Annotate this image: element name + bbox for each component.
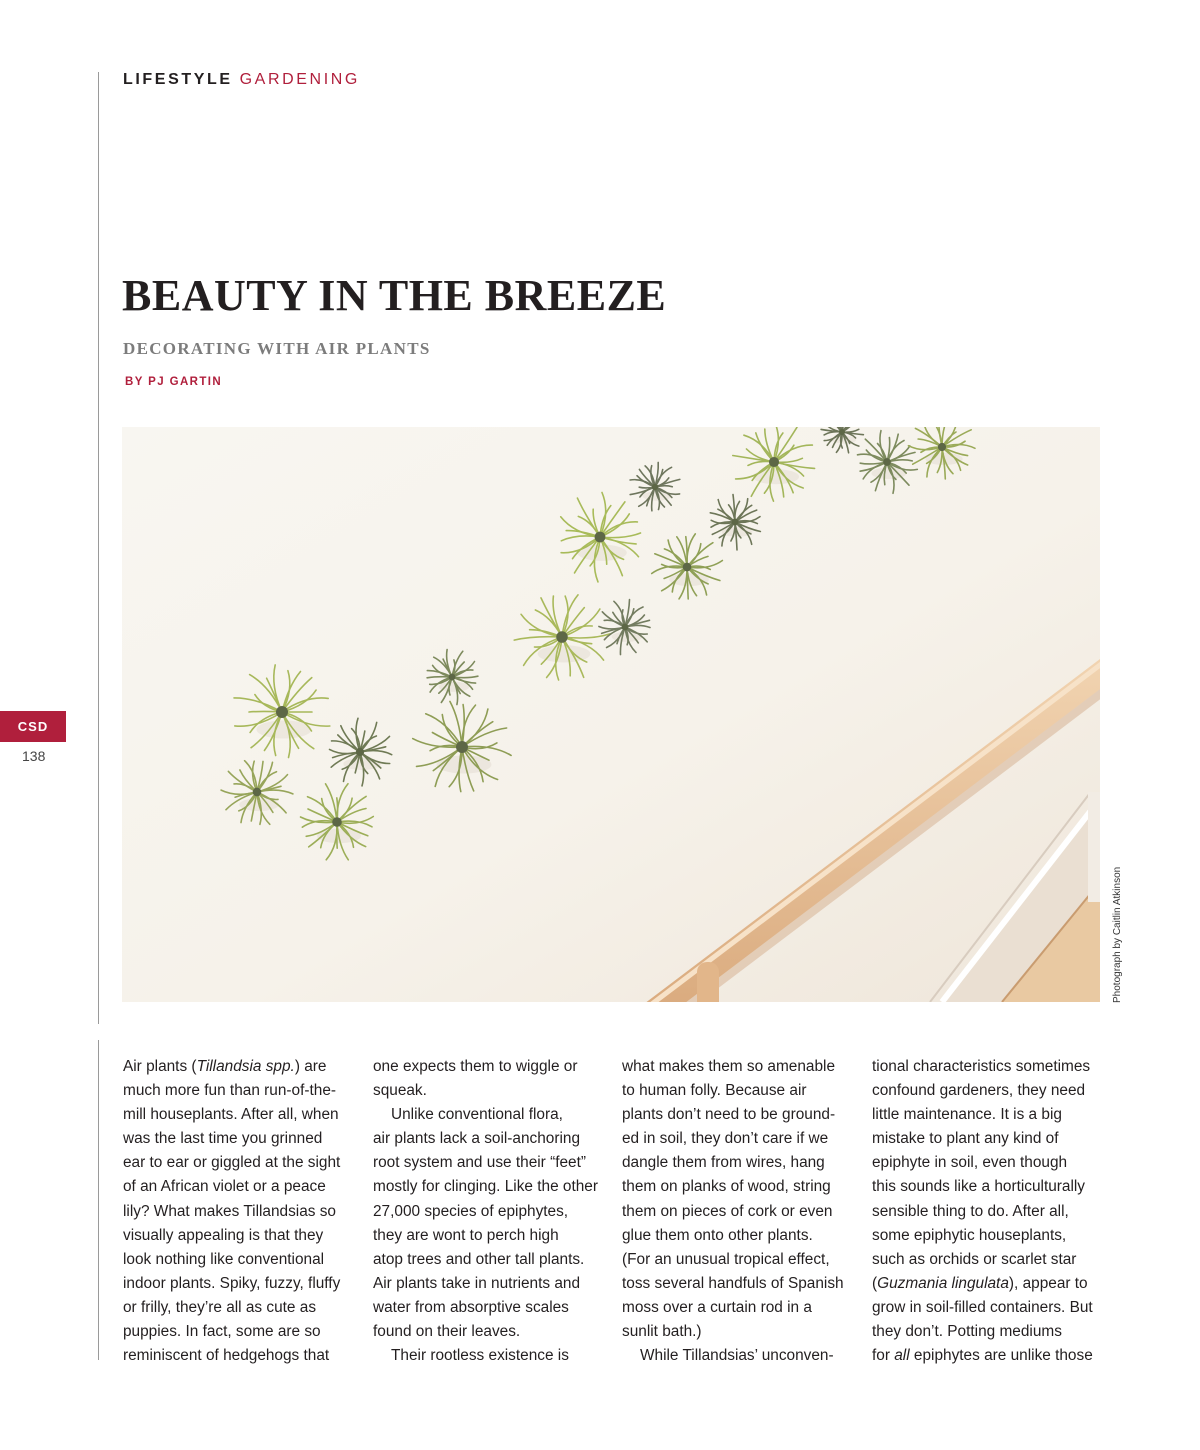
byline: BY PJ GARTIN bbox=[125, 376, 223, 388]
text-line: sunlit bath.) bbox=[622, 1323, 702, 1341]
text-line: Air plants (Tillandsia spp.) are bbox=[123, 1058, 327, 1075]
text-line: lily? What makes Tillandsias so bbox=[123, 1202, 336, 1220]
text-line: glue them onto other plants. bbox=[622, 1226, 813, 1244]
text-line: confound gardeners, they need bbox=[872, 1082, 1086, 1100]
margin-rule bbox=[98, 72, 99, 1024]
text-line: (Guzmania lingulata), appear to bbox=[872, 1274, 1088, 1292]
text-line: visually appealing is that they bbox=[123, 1226, 324, 1244]
wall bbox=[122, 427, 1100, 1002]
section-name: LIFESTYLE bbox=[123, 71, 233, 88]
text-line: mistake to plant any kind of bbox=[872, 1130, 1059, 1148]
text-line: for all epiphytes are unlike those bbox=[872, 1347, 1093, 1365]
text-line: one expects them to wiggle or bbox=[373, 1058, 578, 1075]
section-label bbox=[123, 71, 360, 89]
text-line: this sounds like a horticulturally bbox=[872, 1178, 1086, 1196]
text-line: much more fun than run-of-the- bbox=[123, 1082, 337, 1100]
page-number: 138 bbox=[22, 748, 46, 764]
text-line: look nothing like conventional bbox=[123, 1250, 325, 1268]
text-line: Their rootless existence is bbox=[391, 1347, 569, 1365]
text-line: grow in soil-filled containers. But bbox=[872, 1298, 1093, 1316]
text-line: they don’t. Potting mediums bbox=[872, 1323, 1062, 1341]
text-line: atop trees and other tall plants. bbox=[373, 1250, 585, 1268]
text-line: While Tillandsias’ unconven- bbox=[640, 1347, 834, 1365]
text-line: dangle them from wires, hang bbox=[622, 1154, 825, 1172]
body-column-3 bbox=[622, 1055, 854, 1368]
text-line: Unlike conventional flora, bbox=[391, 1106, 563, 1124]
body-column-4 bbox=[872, 1055, 1104, 1368]
text-line: mill houseplants. After all, when bbox=[123, 1106, 339, 1124]
text-line: reminiscent of hedgehogs that bbox=[123, 1347, 330, 1365]
text-line: or frilly, they’re all as cute as bbox=[123, 1298, 317, 1316]
text-line: some epiphytic houseplants, bbox=[872, 1226, 1067, 1244]
text-line: moss over a curtain rod in a bbox=[622, 1298, 812, 1316]
article-subtitle: DECORATING WITH AIR PLANTS bbox=[123, 339, 431, 358]
text-line: to human folly. Because air bbox=[622, 1082, 807, 1100]
text-line: Air plants take in nutrients and bbox=[373, 1274, 581, 1292]
folio-tab: CSD bbox=[0, 711, 66, 742]
text-line: toss several handfuls of Spanish bbox=[622, 1274, 844, 1292]
text-line: ed in soil, they don’t care if we bbox=[622, 1130, 829, 1148]
text-line: indoor plants. Spiky, fuzzy, fluffy bbox=[123, 1274, 341, 1292]
subsection-name: GARDENING bbox=[239, 71, 360, 88]
text-line: they are wont to perch high bbox=[373, 1226, 559, 1244]
text-line: root system and use their “feet” bbox=[373, 1154, 586, 1172]
text-line: little maintenance. It is a big bbox=[872, 1106, 1062, 1124]
margin-rule-lower bbox=[98, 1040, 99, 1360]
text-line: them on planks of wood, string bbox=[622, 1178, 831, 1196]
text-line: of an African violet or a peace bbox=[123, 1178, 326, 1196]
text-line: air plants lack a soil-anchoring bbox=[373, 1130, 581, 1148]
text-line: was the last time you grinned bbox=[123, 1130, 323, 1148]
photo-credit: Photograph by Caitlin Atkinson bbox=[1112, 866, 1123, 1003]
text-line: ear to ear or giggled at the sight bbox=[123, 1154, 341, 1172]
text-line: sensible thing to do. After all, bbox=[872, 1202, 1069, 1220]
text-line: mostly for clinging. Like the other bbox=[373, 1178, 598, 1196]
text-line: squeak. bbox=[373, 1082, 427, 1100]
text-line: them on pieces of cork or even bbox=[622, 1202, 833, 1220]
air-plants-photo bbox=[122, 427, 1100, 1002]
text-line: puppies. In fact, some are so bbox=[123, 1323, 321, 1341]
text-line: such as orchids or scarlet star bbox=[872, 1250, 1077, 1268]
text-line: found on their leaves. bbox=[373, 1323, 521, 1341]
article-title: BEAUTY IN THE BREEZE bbox=[122, 271, 667, 320]
body-column-2 bbox=[373, 1055, 605, 1368]
text-line: 27,000 species of epiphytes, bbox=[373, 1202, 569, 1220]
text-line: (For an unusual tropical effect, bbox=[622, 1250, 830, 1268]
text-line: epiphyte in soil, even though bbox=[872, 1154, 1068, 1172]
body-column-1 bbox=[123, 1055, 355, 1368]
text-line: what makes them so amenable bbox=[622, 1058, 836, 1075]
text-line: plants don’t need to be ground- bbox=[622, 1106, 836, 1124]
text-line: water from absorptive scales bbox=[373, 1298, 569, 1316]
text-line: tional characteristics sometimes bbox=[872, 1058, 1091, 1075]
